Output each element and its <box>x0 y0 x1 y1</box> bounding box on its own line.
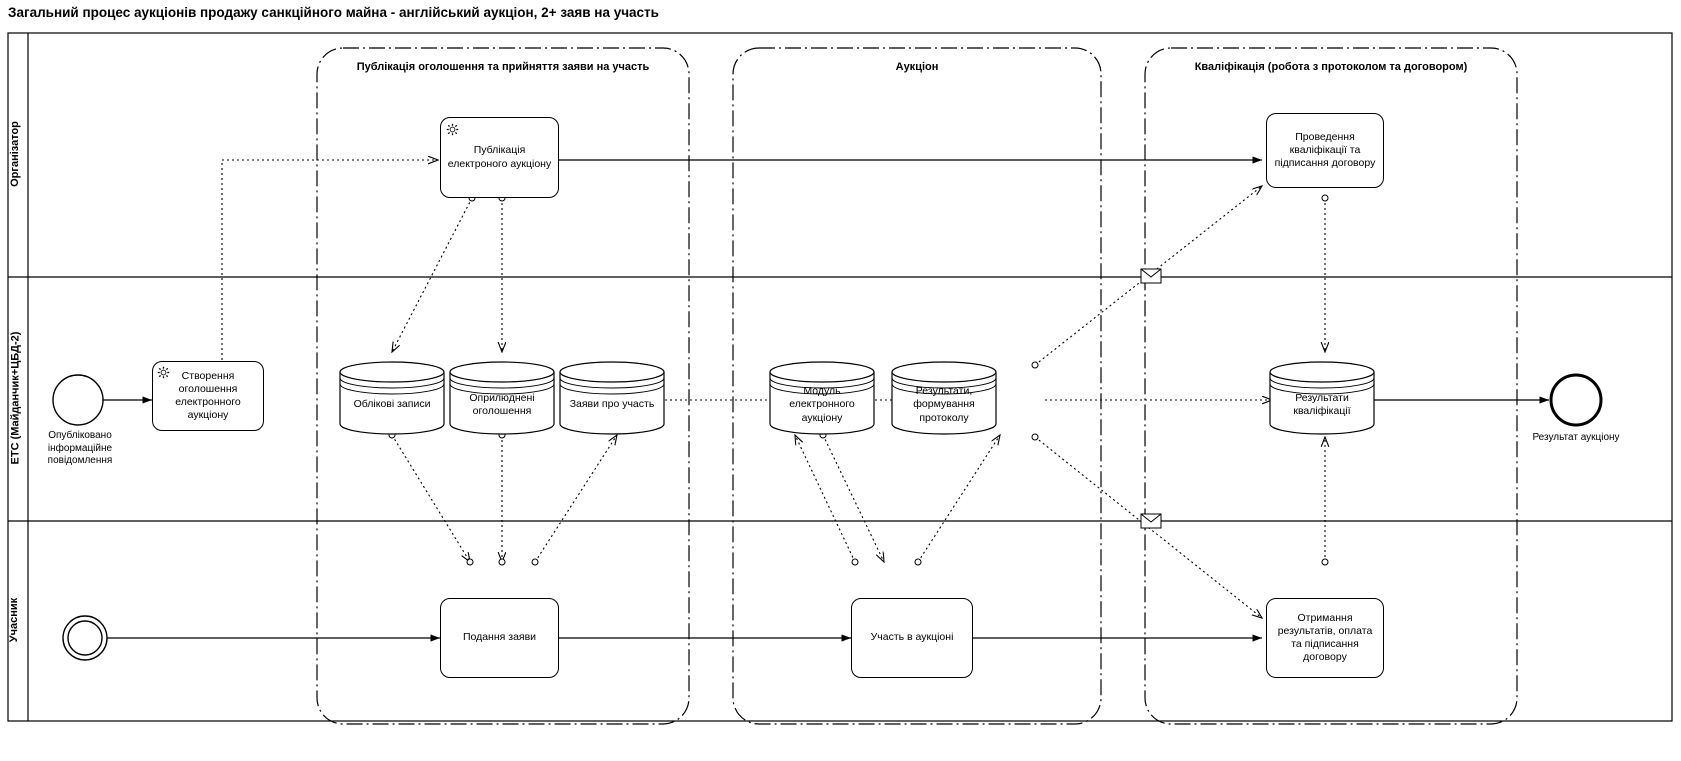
publish-auction-task[interactable] <box>440 117 559 198</box>
message-envelope-icon <box>1141 269 1161 283</box>
datastore-label: Оприлюднені оголошення <box>469 391 535 417</box>
end-event-label: Результат аукціону <box>1532 432 1620 443</box>
task-label: Отримання результатів, оплата та підписання договору <box>1277 611 1373 664</box>
task-label: Участь в аукціоні <box>870 631 954 644</box>
datastore-label: Результати кваліфікації <box>1293 391 1351 417</box>
phase-label-auction: Аукціон <box>895 61 939 73</box>
create-announcement-task[interactable] <box>152 361 264 431</box>
qualification-results-datastore[interactable] <box>1268 360 1376 436</box>
results-protocol-datastore[interactable] <box>890 360 998 436</box>
datastore-label: Заяви про участь <box>569 398 655 411</box>
datastore-label: Модуль електронного аукціону <box>789 385 855 424</box>
phase-label-publication: Публікація оголошення та прийняття заяви на участь <box>356 61 650 73</box>
published-announcements-datastore[interactable] <box>448 360 556 436</box>
auction-module-datastore[interactable] <box>768 360 876 436</box>
message-envelope-icon <box>1141 514 1161 528</box>
task-label: Подання заяви <box>462 631 537 644</box>
lane-label-participant: Учасник <box>8 597 20 643</box>
submit-request-task[interactable] <box>440 598 559 678</box>
page-title: Загальний процес аукціонів продажу санкційного майна - англійський аукціон, 2+ заяв на участь <box>8 5 659 20</box>
participation-requests-datastore[interactable] <box>558 360 666 436</box>
task-label: Створення оголошення електронного аукціону <box>175 369 241 422</box>
gear-icon <box>157 366 170 379</box>
start-event-label: Опубліковано інформаційне повідомлення <box>47 430 113 466</box>
gear-icon <box>446 123 459 136</box>
receive-results-task[interactable] <box>1266 598 1384 678</box>
task-label: Публікація електроного аукціону <box>447 144 552 170</box>
datastore-label: Облікові записи <box>353 398 431 411</box>
datastore-label: Результати, формування протоколу <box>913 385 975 424</box>
participate-auction-task[interactable] <box>851 598 973 678</box>
phase-label-qualification: Кваліфікація (робота з протоколом та договором) <box>1194 61 1468 73</box>
qualification-task[interactable] <box>1266 113 1384 188</box>
task-label: Проведення кваліфікації та підписання договору <box>1274 130 1376 170</box>
accounts-datastore[interactable] <box>338 360 446 436</box>
lane-label-organizer: Організатор <box>9 121 21 187</box>
lane-label-ets: ЕТС (Майданчик+ЦБД-2) <box>9 331 22 465</box>
